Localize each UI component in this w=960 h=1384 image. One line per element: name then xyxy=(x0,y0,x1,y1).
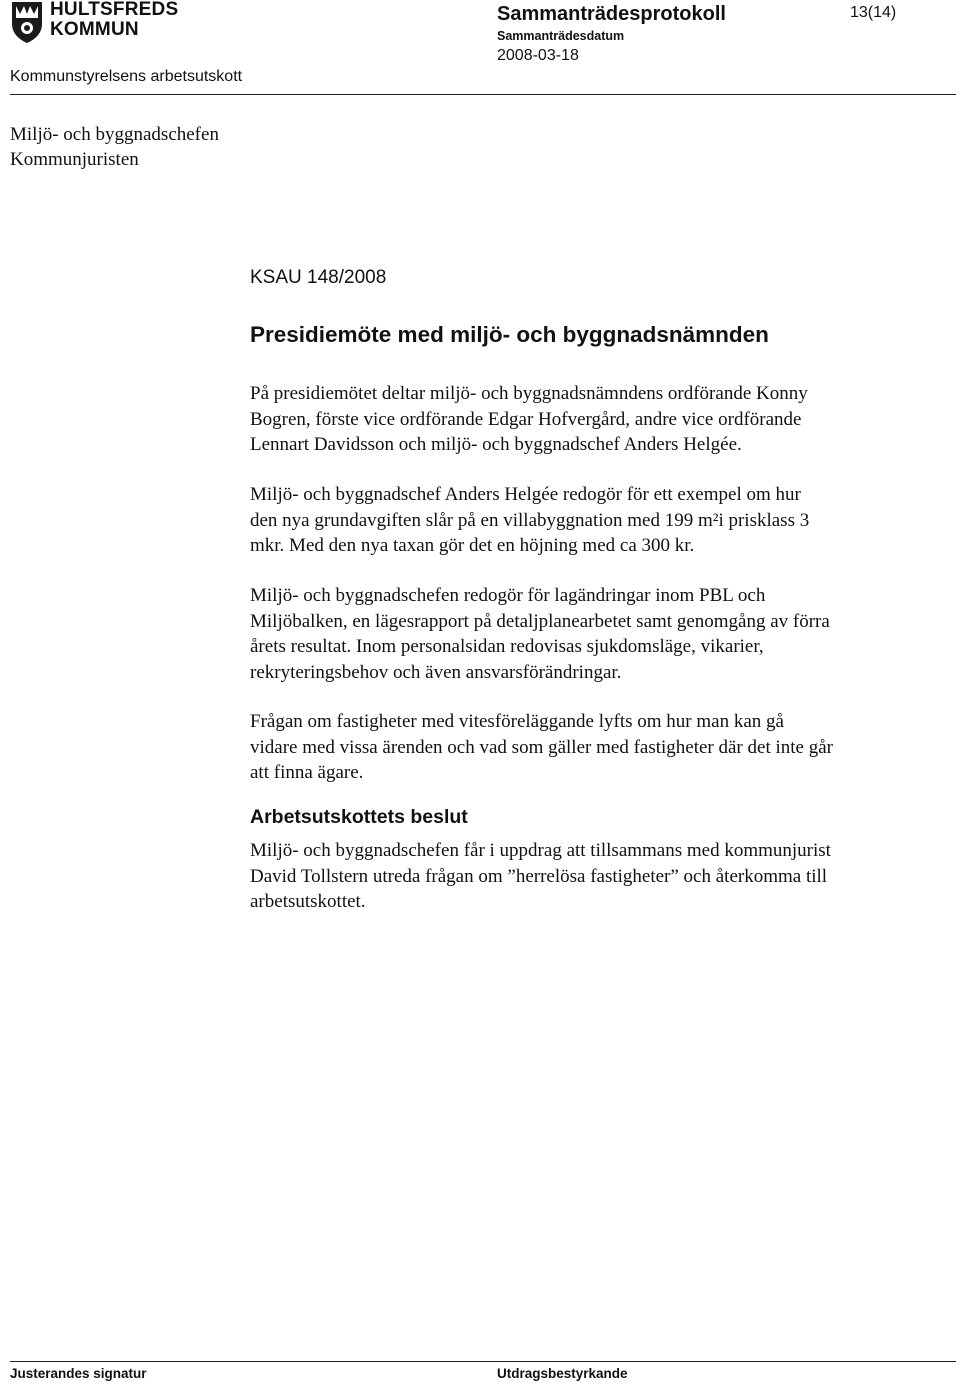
paragraph-line: mkr. Med den nya taxan gör det en höjning med ca 300 kr. xyxy=(250,535,695,556)
recipient-item: Kommunjuristen xyxy=(10,149,139,170)
coat-of-arms-icon xyxy=(10,0,44,44)
paragraph-line: Miljö- och byggnadschefen redogör för lagändringar inom PBL och xyxy=(250,585,766,606)
certification-label: Utdragsbestyrkande xyxy=(497,1366,628,1381)
recipient-item: Miljö- och byggnadschefen xyxy=(10,124,219,145)
case-reference: KSAU 148/2008 xyxy=(250,267,387,288)
signature-label: Justerandes signatur xyxy=(10,1366,147,1381)
logo-line-1: HULTSFREDS xyxy=(50,0,179,20)
paragraph-line: På presidiemötet deltar miljö- och byggnadsnämndens ordförande Konny xyxy=(250,383,808,404)
municipality-logo xyxy=(10,0,180,46)
decision-text xyxy=(250,838,831,915)
footer-divider xyxy=(10,1361,956,1362)
paragraph-line: Miljö- och byggnadschefen får i uppdrag att tillsammans med kommunjurist xyxy=(250,840,831,861)
recipient-list xyxy=(10,122,219,172)
document-title: Sammanträdesprotokoll xyxy=(497,3,726,25)
paragraph-properties xyxy=(250,709,833,786)
paragraph-line: årets resultat. Inom personalsidan redovisas sjukdomsläge, vikarier, xyxy=(250,636,764,657)
paragraph-line: Bogren, förste vice ordförande Edgar Hofvergård, andre vice ordförande xyxy=(250,408,802,430)
logo-line-2: KOMMUN xyxy=(50,19,139,40)
paragraph-line: att finna ägare. xyxy=(250,762,364,783)
paragraph-line: Miljö- och byggnadschef Anders Helgée redogör för ett exempel om hur xyxy=(250,484,801,505)
section-heading: Presidiemöte med miljö- och byggnadsnämnden xyxy=(250,322,769,347)
paragraph-line: Lennart Davidsson och miljö- och byggnadschef Anders Helgée. xyxy=(250,434,742,455)
committee-name: Kommunstyrelsens arbetsutskott xyxy=(10,68,243,85)
paragraph-fee-example xyxy=(250,482,809,559)
meeting-date-label: Sammanträdesdatum xyxy=(497,29,625,43)
paragraph-line: den nya grundavgiften slår på en villabyggnation med 199 m²i prisklass 3 xyxy=(250,509,810,531)
paragraph-line: rekryteringsbehov och även ansvarsförändringar. xyxy=(250,661,622,683)
paragraph-line: Miljöbalken, en lägesrapport på detaljplanearbetet samt genomgång av förra xyxy=(250,610,830,632)
paragraph-legal-changes xyxy=(250,583,830,685)
paragraph-line: arbetsutskottet. xyxy=(250,891,366,912)
page-number: 13(14) xyxy=(850,4,897,21)
header-divider xyxy=(10,94,956,95)
paragraph-line: vidare med vissa ärenden och vad som gäller med fastigheter där det inte går xyxy=(250,736,833,758)
decision-heading: Arbetsutskottets beslut xyxy=(250,806,468,828)
paragraph-attendees xyxy=(250,381,808,458)
paragraph-line: David Tollstern utreda frågan om ”herrelösa fastigheter” och återkomma till xyxy=(250,865,828,887)
logo-wordmark xyxy=(50,0,178,40)
meeting-date-value: 2008-03-18 xyxy=(497,47,579,64)
paragraph-line: Frågan om fastigheter med vitesföreläggande lyfts om hur man kan gå xyxy=(250,711,784,732)
